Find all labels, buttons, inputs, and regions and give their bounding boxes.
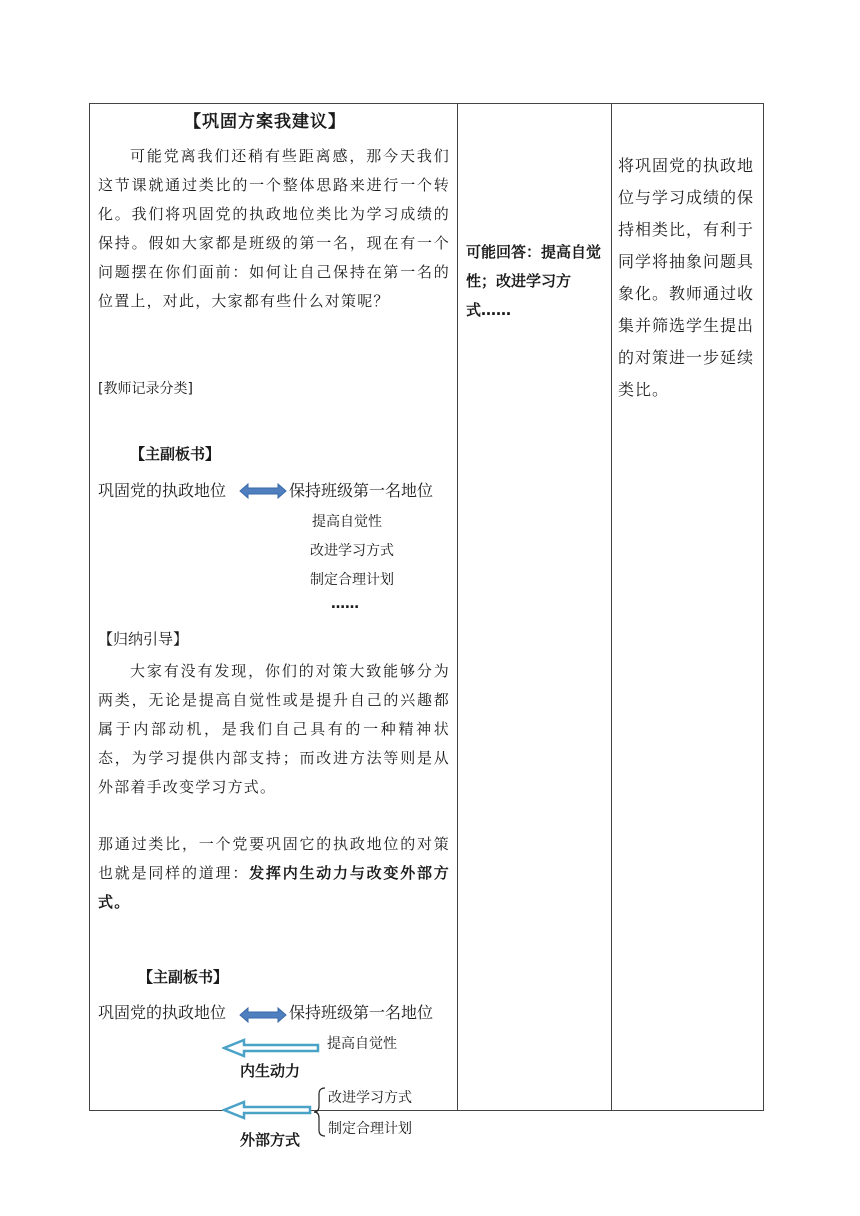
paragraph-conclusion: [98, 830, 450, 917]
board1-item: 制定合理计划: [310, 572, 394, 588]
section-heading-consolidation: 【巩固方案我建议】: [184, 112, 346, 132]
board2-item: 改进学习方式: [328, 1090, 412, 1106]
paragraph-induction: 大家有没有发现，你们的对策大致能够分为两类，无论是提高自觉性或是提升自己的兴趣都属于内部动机，是我们自己具有的一种精神状态，为学习提供内部支持；而改进方法等则是从外部着手改变学习方式。: [98, 662, 450, 796]
board2-item: 制定合理计划: [328, 1121, 412, 1137]
board2-label-external: 外部方式: [240, 1131, 301, 1149]
brace-icon: [313, 1086, 327, 1138]
left-arrow-icon: [222, 1038, 322, 1058]
column-divider-2: [611, 104, 612, 1110]
board-heading-2: 【主副板书】: [138, 968, 229, 986]
conclusion-text: 那通过类比，一个党要巩固它的执政地位的对策也就是同样的道理：: [98, 835, 450, 882]
board2-item: 提高自觉性: [327, 1036, 397, 1052]
column-divider-1: [457, 104, 458, 1110]
board2-right-text: 保持班级第一名地位: [289, 1003, 434, 1022]
board1-item-ellipsis: ……: [331, 596, 359, 612]
board-heading-1: 【主副板书】: [130, 445, 221, 463]
board1-left-text: 巩固党的执政地位: [98, 481, 227, 500]
board1-item: 提高自觉性: [312, 514, 382, 530]
expected-answer: 可能回答：提高自觉性；改进学习方式……: [466, 243, 602, 319]
left-arrow-icon: [222, 1100, 314, 1120]
design-intent: 将巩固党的执政地位与学习成绩的保持相类比，有利于同学将抽象问题具象化。教师通过收集并筛选学生提出的对策进一步延续类比。: [618, 156, 755, 399]
paragraph-intro: 可能党离我们还稍有些距离感，那今天我们这节课就通过类比的一个整体思路来进行一个转化。我们将巩固党的执政地位类比为学习成绩的保持。假如大家都是班级的第一名，现在有一个问题摆在你们面前：如何让自己保持在第一名的位置上，对此，大家都有些什么对策呢？: [98, 147, 450, 310]
double-arrow-icon: [238, 1005, 288, 1025]
board1-item: 改进学习方式: [310, 543, 394, 559]
board1-right-text: 保持班级第一名地位: [289, 481, 434, 500]
section-heading-induction: 【归纳引导】: [98, 630, 189, 648]
double-arrow-icon: [238, 481, 288, 501]
board2-left-text: 巩固党的执政地位: [98, 1003, 227, 1022]
board2-label-internal: 内生动力: [240, 1062, 301, 1080]
conclusion-bold-text: 发挥内生动力与改变外部方式。: [98, 864, 450, 911]
teacher-note: [教师记录分类]: [98, 381, 193, 397]
